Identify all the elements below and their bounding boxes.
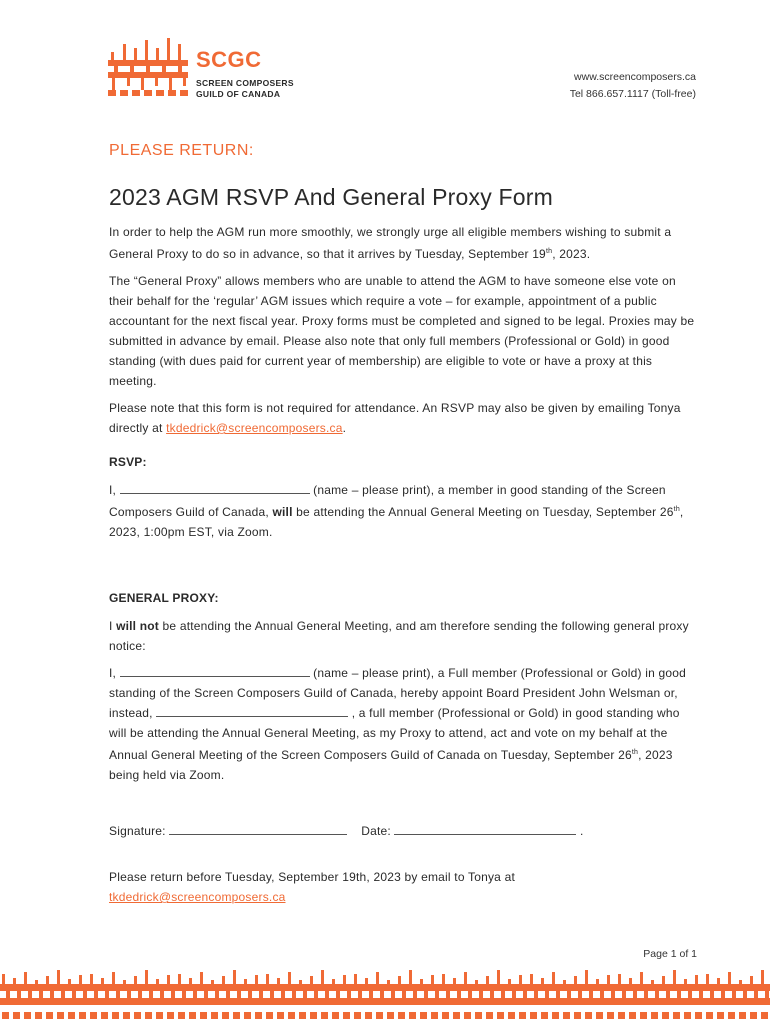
intro-paragraph-3	[109, 398, 699, 438]
rsvp-sup: th	[673, 506, 680, 513]
date-field[interactable]	[394, 822, 576, 835]
date-label: Date:	[361, 824, 395, 838]
please-return-label: PLEASE RETURN:	[109, 142, 254, 159]
proxy-l1-bold: will not	[116, 619, 163, 633]
page-title: 2023 AGM RSVP And General Proxy Form	[109, 184, 553, 210]
return-note-text: Please return before Tuesday, September 19th, 2023 by email to Tonya at	[109, 870, 515, 884]
intro-p1-text: In order to help the AGM run more smoothly, we strongly urge all eligible members wishing to submit a General Proxy to do so in advance, so that it arrives by Tuesday, September 19	[109, 225, 672, 261]
rsvp-after-blank: (name – please print), a member in good standing of the Screen Composers Guild of Canada,	[109, 483, 666, 519]
form-body	[109, 222, 699, 907]
proxy-p2-a: (name – please print), a Full member (Professional or Gold) in good standing of the Screen Composers Guild of Canada, hereby appoint Board President John Welsman or, instead,	[109, 666, 687, 720]
logo-name: SCGC	[196, 47, 262, 72]
proxy-appointee-field[interactable]	[156, 704, 348, 717]
logo-subtitle-line2: GUILD OF CANADA	[196, 89, 281, 99]
intro-paragraph-2: The “General Proxy” allows members who are unable to attend the AGM to have someone else vote on their behalf for the ‘regular’ AGM issues which require a vote – for example, appointment of a public accountant for the next fiscal year. Proxy forms must be completed and signed to be legal. Proxies may be submitted in advance by email. Please also note that only full members (Professional or Gold) in good standing (with dues paid for current year of membership) are eligible to vote or have a proxy at this meeting.	[109, 274, 695, 388]
proxy-p2-sup: th	[631, 749, 639, 756]
rsvp-end: , 2023, 1:00pm EST, via Zoom.	[109, 505, 684, 539]
intro-p3-end: .	[342, 421, 347, 435]
proxy-l1-rest: be attending the Annual General Meeting, and am therefore sending the following general proxy notice:	[109, 619, 689, 653]
rsvp-name-field[interactable]	[120, 481, 310, 494]
rsvp-after-bold: be attending the Annual General Meeting on Tuesday, September 26	[292, 505, 674, 519]
return-note	[109, 867, 699, 907]
scgc-logo	[108, 38, 328, 102]
proxy-p2-prefix: I,	[109, 666, 120, 680]
page-number: Page 1 of 1	[643, 948, 697, 960]
proxy-paragraph	[109, 663, 699, 785]
proxy-p2-b: , a full member (Professional or Gold) in good standing who will be attending the Annual General Meeting, as my Proxy to attend, act and vote on my behalf at the Annual General Meeting of the Screen Composers Guild of Canada on Tuesday, September 26	[109, 706, 680, 762]
proxy-line-1	[109, 616, 699, 656]
intro-paragraph-1	[109, 222, 699, 264]
rsvp-bold-will: will	[272, 505, 293, 519]
footer-decorative-pattern	[0, 966, 770, 1024]
intro-p1-sup: th	[545, 248, 553, 255]
proxy-heading: GENERAL PROXY:	[109, 591, 219, 605]
phone-number: Tel 866.657.1117 (Toll-free)	[569, 88, 696, 100]
intro-p1-end: , 2023.	[552, 247, 591, 261]
return-email-link[interactable]: tkdedrick@screencomposers.ca	[109, 890, 286, 904]
signature-line	[109, 821, 699, 841]
rsvp-prefix: I,	[109, 483, 120, 497]
rsvp-heading: RSVP:	[109, 455, 147, 469]
rsvp-paragraph	[109, 480, 699, 542]
email-link[interactable]: tkdedrick@screencomposers.ca	[166, 421, 343, 435]
website-link[interactable]: www.screencomposers.ca	[574, 71, 696, 83]
proxy-p2-end: , 2023 being held via Zoom.	[109, 748, 673, 782]
scgc-logo-mark-icon	[108, 38, 188, 100]
intro-p3-text: Please note that this form is not required for attendance. An RSVP may also be given by emailing Tonya directly at	[109, 401, 681, 435]
signature-end: .	[576, 824, 584, 838]
proxy-name-field[interactable]	[120, 664, 310, 677]
logo-subtitle	[196, 78, 294, 100]
logo-subtitle-line1: SCREEN COMPOSERS	[196, 78, 294, 88]
signature-field[interactable]	[169, 822, 347, 835]
contact-info	[570, 69, 696, 103]
proxy-l1-prefix: I	[109, 619, 117, 633]
signature-label: Signature:	[109, 824, 170, 838]
